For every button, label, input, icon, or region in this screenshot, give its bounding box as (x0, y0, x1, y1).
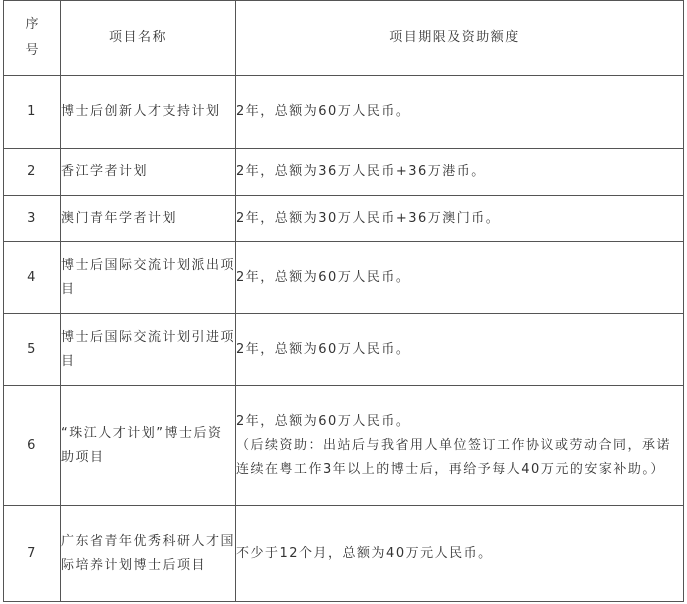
header-row (4, 1, 684, 76)
term-line: 2年，总额为60万人民币。 (236, 104, 411, 119)
project-name: 博士后创新人才支持计划 (61, 76, 236, 149)
table-row (4, 506, 684, 602)
term-line: 2年，总额为30万人民币+36万澳门币。 (236, 210, 501, 226)
funding-table (3, 0, 684, 602)
table-row (4, 314, 684, 386)
row-number: 2 (4, 149, 61, 196)
term-followup-note: （后续资助：出站后与我省用人单位签订工作协议或劳动合同，承诺连续在粤工作3年以上的博士后，再给予每人40万元的安家补助。） (236, 437, 672, 477)
project-name: 博士后国际交流计划引进项目 (61, 314, 236, 386)
term-amount (236, 506, 684, 602)
term-amount (236, 386, 684, 506)
project-name: “珠江人才计划”博士后资助项目 (61, 386, 236, 506)
term-line: 2年，总额为60万人民币。 (236, 413, 411, 429)
project-name: 香江学者计划 (61, 149, 236, 196)
row-number: 4 (4, 242, 61, 314)
project-name: 广东省青年优秀科研人才国际培养计划博士后项目 (61, 506, 236, 602)
term-line: 2年，总额为36万人民币+36万港币。 (236, 164, 486, 179)
table-row (4, 386, 684, 506)
term-amount (236, 149, 684, 196)
header-number-char-1: 序 (25, 17, 39, 32)
term-amount (236, 242, 684, 314)
term-line: 2年，总额为60万人民币。 (236, 269, 411, 285)
table-row (4, 76, 684, 149)
row-number: 6 (4, 386, 61, 506)
term-amount (236, 196, 684, 242)
term-line: 2年，总额为60万人民币。 (236, 341, 411, 357)
term-amount (236, 76, 684, 149)
row-number: 7 (4, 506, 61, 602)
project-name: 博士后国际交流计划派出项目 (61, 242, 236, 314)
header-term-and-amount: 项目期限及资助额度 (236, 1, 684, 76)
table-row (4, 242, 684, 314)
row-number: 5 (4, 314, 61, 386)
header-project-name: 项目名称 (61, 1, 236, 76)
term-amount (236, 314, 684, 386)
header-number-char-2: 号 (25, 43, 39, 58)
row-number: 3 (4, 196, 61, 242)
table-row (4, 196, 684, 242)
term-line: 不少于12个月，总额为40万元人民币。 (236, 545, 493, 561)
project-name: 澳门青年学者计划 (61, 196, 236, 242)
header-number (4, 1, 61, 76)
row-number: 1 (4, 76, 61, 149)
table-row (4, 149, 684, 196)
